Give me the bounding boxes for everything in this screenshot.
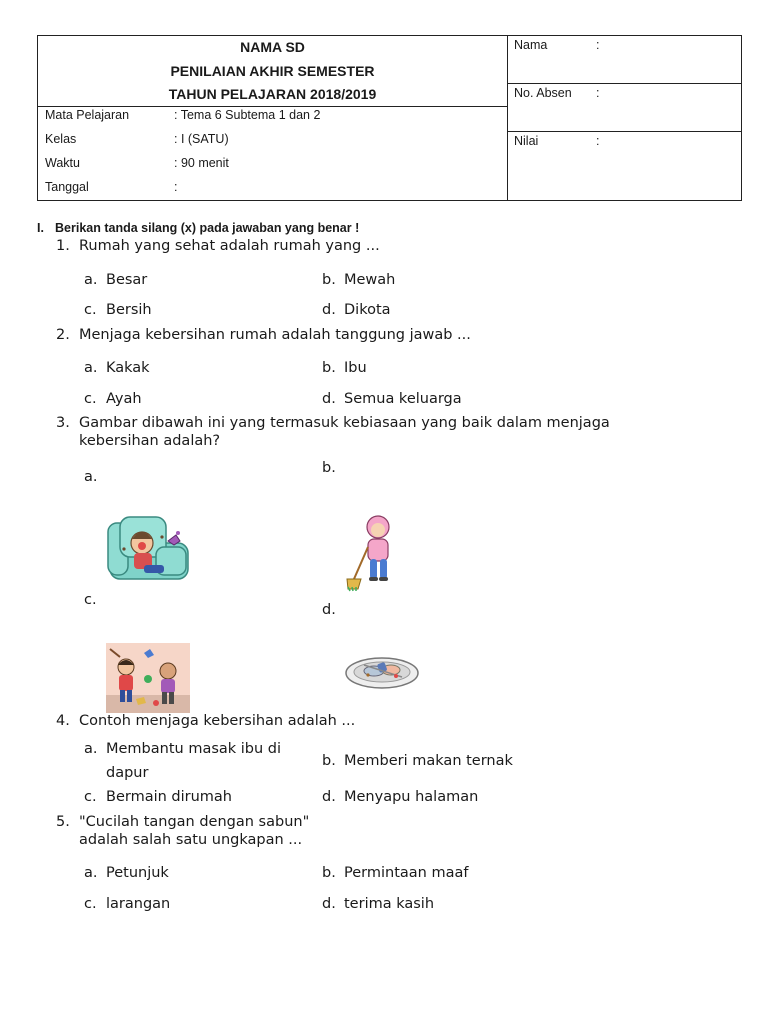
question-text-cont: kebersihan adalah? bbox=[79, 433, 221, 449]
option-text: Menyapu halaman bbox=[344, 789, 479, 805]
option-letter: c. bbox=[84, 391, 97, 407]
school-name: NAMA SD bbox=[240, 39, 305, 55]
score-field[interactable] bbox=[508, 132, 741, 200]
option-letter: d. bbox=[322, 602, 336, 618]
exam-title-block bbox=[38, 36, 507, 107]
option-letter: d. bbox=[322, 789, 336, 805]
option-text: Ayah bbox=[106, 391, 142, 407]
field-label: No. Absen bbox=[514, 86, 572, 100]
option-letter: d. bbox=[322, 896, 336, 912]
section-number: I. bbox=[37, 221, 44, 235]
info-label: Tanggal bbox=[45, 180, 89, 194]
question-number: 3. bbox=[56, 415, 70, 431]
option-letter: d. bbox=[322, 302, 336, 318]
option-text: Kakak bbox=[106, 360, 150, 376]
option-text: Ibu bbox=[344, 360, 367, 376]
field-colon: : bbox=[596, 38, 600, 52]
option-text: Petunjuk bbox=[106, 865, 169, 881]
option-text: Dikota bbox=[344, 302, 391, 318]
question-number: 2. bbox=[56, 327, 70, 343]
info-label: Waktu bbox=[45, 156, 80, 170]
option-text: Semua keluarga bbox=[344, 391, 462, 407]
question-text: Contoh menjaga kebersihan adalah ... bbox=[79, 713, 356, 729]
question-text: Rumah yang sehat adalah rumah yang ... bbox=[79, 238, 380, 254]
option-letter: b. bbox=[322, 360, 336, 376]
field-colon: : bbox=[596, 134, 600, 148]
header-left-column bbox=[38, 36, 508, 200]
option-letter: c. bbox=[84, 896, 97, 912]
exam-name: PENILAIAN AKHIR SEMESTER bbox=[170, 62, 375, 79]
option-letter: b. bbox=[322, 272, 336, 288]
option-text: Mewah bbox=[344, 272, 396, 288]
question-text: "Cucilah tangan dengan sabun" bbox=[79, 814, 310, 830]
field-colon: : bbox=[596, 86, 600, 100]
option-letter: b. bbox=[322, 865, 336, 881]
question-text: Gambar dibawah ini yang termasuk kebiasaan yang baik dalam menjaga bbox=[79, 415, 610, 431]
academic-year: TAHUN PELAJARAN 2018/2019 bbox=[168, 86, 377, 102]
option-text-cont: dapur bbox=[106, 765, 149, 781]
option-text: larangan bbox=[106, 896, 171, 912]
name-field[interactable] bbox=[508, 36, 741, 84]
option-text: Permintaan maaf bbox=[344, 865, 469, 881]
option-text: Memberi makan ternak bbox=[344, 753, 513, 769]
info-value: : Tema 6 Subtema 1 dan 2 bbox=[174, 108, 321, 122]
instruction-text: Berikan tanda silang (x) pada jawaban yang benar ! bbox=[55, 221, 360, 235]
info-value: : bbox=[174, 180, 178, 194]
question-number: 1. bbox=[56, 238, 70, 254]
option-text: terima kasih bbox=[344, 896, 435, 912]
field-label: Nilai bbox=[514, 134, 539, 148]
option-letter: d. bbox=[322, 391, 336, 407]
info-label: Kelas bbox=[45, 132, 77, 146]
option-text: Bersih bbox=[106, 302, 152, 318]
option-text: Bermain dirumah bbox=[106, 789, 232, 805]
option-letter: b. bbox=[322, 753, 336, 769]
exam-header-table bbox=[37, 35, 742, 201]
question-text-cont: adalah salah satu ungkapan ... bbox=[79, 832, 303, 848]
girl-sweeping-floor-image[interactable] bbox=[344, 513, 406, 593]
option-letter: a. bbox=[84, 741, 98, 757]
option-text: Besar bbox=[106, 272, 148, 288]
field-label: Nama bbox=[514, 38, 548, 52]
option-letter: b. bbox=[322, 460, 336, 476]
option-letter: c. bbox=[84, 302, 97, 318]
option-text: Membantu masak ibu di bbox=[106, 741, 282, 757]
option-letter: a. bbox=[84, 865, 98, 881]
option-letter: a. bbox=[84, 272, 98, 288]
children-playing-messy-image[interactable] bbox=[106, 643, 190, 713]
dirty-dishes-image[interactable] bbox=[344, 651, 422, 691]
info-value: : I (SATU) bbox=[174, 132, 229, 146]
option-letter: a. bbox=[84, 469, 98, 485]
question-number: 4. bbox=[56, 713, 70, 729]
option-letter: c. bbox=[84, 592, 97, 608]
question-number: 5. bbox=[56, 814, 70, 830]
info-value: : 90 menit bbox=[174, 156, 229, 170]
info-label: Mata Pelajaran bbox=[45, 108, 130, 122]
question-text: Menjaga kebersihan rumah adalah tanggung jawab ... bbox=[79, 327, 471, 343]
header-right-column bbox=[508, 36, 741, 200]
child-eating-on-sofa-image[interactable] bbox=[106, 513, 190, 583]
absen-field[interactable] bbox=[508, 84, 741, 132]
option-letter: c. bbox=[84, 789, 97, 805]
option-letter: a. bbox=[84, 360, 98, 376]
